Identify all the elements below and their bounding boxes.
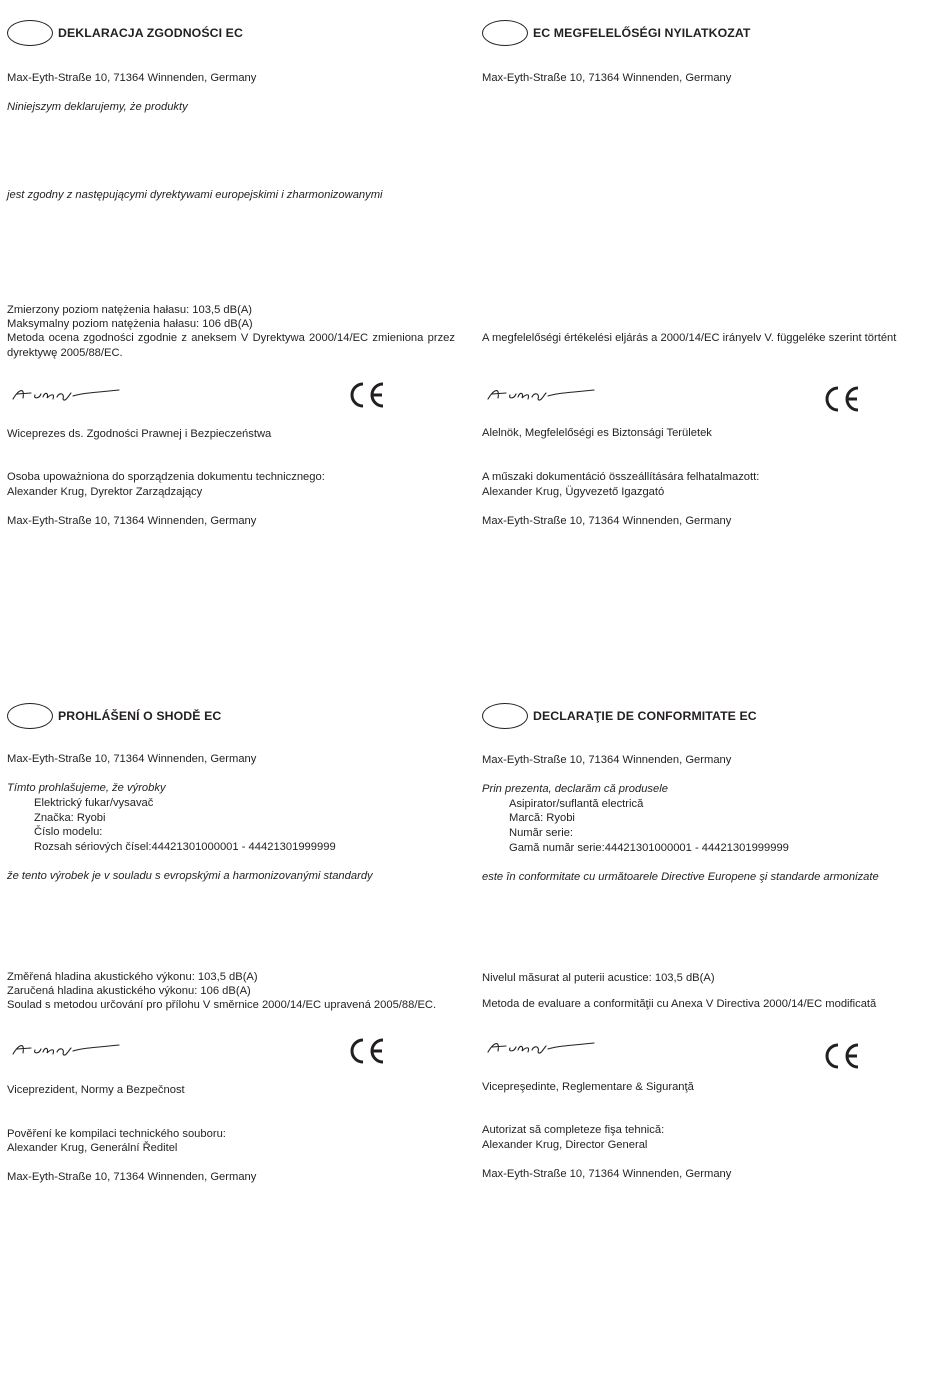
language-oval-icon bbox=[7, 20, 53, 46]
ce-mark-icon bbox=[822, 1041, 862, 1071]
declaration-panel-cz bbox=[7, 701, 462, 1261]
panel-header bbox=[7, 701, 221, 731]
signatory-role: Vicepreşedinte, Reglementare & Siguranţă bbox=[482, 1081, 694, 1093]
model-line: Číslo modelu: bbox=[34, 826, 103, 838]
declaration-panel-pl bbox=[7, 18, 462, 578]
panel-header bbox=[482, 18, 751, 48]
declaration-panel-hu bbox=[482, 18, 937, 578]
authorized-person: Alexander Krug, Dyrektor Zarządzający bbox=[7, 486, 203, 498]
signatory-role: Wiceprezes ds. Zgodności Prawnej i Bezpieczeństwa bbox=[7, 428, 272, 440]
authorized-person: Alexander Krug, Director General bbox=[482, 1139, 648, 1151]
panel-title: EC MEGFELELŐSÉGI NYILATKOZAT bbox=[533, 25, 751, 40]
authorized-person: Alexander Krug, Generální Ředitel bbox=[7, 1142, 178, 1154]
panel-title: DECLARAŢIE DE CONFORMITATE EC bbox=[533, 708, 757, 723]
ce-mark-icon bbox=[347, 380, 387, 410]
guaranteed-level: Maksymalny poziom natężenia hałasu: 106 dB(A) bbox=[7, 318, 253, 330]
signature-icon bbox=[484, 1038, 596, 1058]
conformity-line: že tento výrobek je v souladu s evropskými a harmonizovanými standardy bbox=[7, 870, 373, 882]
signature-icon bbox=[9, 385, 121, 405]
serial-range: Gamă număr serie:44421301000001 - 44421301999999 bbox=[509, 842, 789, 854]
address-line-2: Max-Eyth-Straße 10, 71364 Winnenden, Germany bbox=[7, 515, 257, 527]
signature-icon bbox=[9, 1040, 121, 1060]
authorized-person-label: A műszaki dokumentáció összeállítására felhatalmazott: bbox=[482, 471, 760, 483]
language-oval-icon bbox=[7, 703, 53, 729]
panel-title: PROHLÁŠENÍ O SHODĚ EC bbox=[58, 708, 222, 723]
address-line-2: Max-Eyth-Straße 10, 71364 Winnenden, Germany bbox=[7, 1171, 257, 1183]
panel-title: DEKLARACJA ZGODNOŚCI EC bbox=[58, 25, 243, 40]
ce-mark-icon bbox=[822, 384, 862, 414]
declaration-panel-ro bbox=[482, 701, 937, 1261]
measured-level: Nivelul măsurat al puterii acustice: 103,5 dB(A) bbox=[482, 972, 715, 984]
serial-range: Rozsah sériových čísel:44421301000001 - 44421301999999 bbox=[34, 841, 336, 853]
product-description: Elektrický fukar/vysavač bbox=[34, 797, 154, 809]
assessment-method: Metoda ocena zgodności zgodnie z aneksem V Dyrektywa 2000/14/EC zmieniona przez dyrektywę 2005/88/EC. bbox=[7, 332, 455, 359]
assessment-method: Metoda de evaluare a conformităţii cu Anexa V Directiva 2000/14/EC modificată bbox=[482, 998, 877, 1010]
brand-line: Značka: Ryobi bbox=[34, 812, 106, 824]
ce-mark-icon bbox=[347, 1036, 387, 1066]
panel-header bbox=[7, 18, 243, 48]
measured-level: Zmierzony poziom natężenia hałasu: 103,5 dB(A) bbox=[7, 304, 253, 316]
signatory-role: Alelnök, Megfelelőségi es Biztonsági Területek bbox=[482, 427, 712, 439]
address-line-2: Max-Eyth-Straße 10, 71364 Winnenden, Germany bbox=[482, 1168, 732, 1180]
signature-icon bbox=[484, 385, 596, 405]
assessment-method: Soulad s metodou určování pro přílohu V směrnice 2000/14/EC upravená 2005/88/EC. bbox=[7, 999, 437, 1011]
intro-line: Niniejszym deklarujemy, że produkty bbox=[7, 101, 188, 113]
language-oval-icon bbox=[482, 20, 528, 46]
authorized-person-label: Pověření ke kompilaci technického souboru: bbox=[7, 1128, 226, 1140]
address-line: Max-Eyth-Straße 10, 71364 Winnenden, Germany bbox=[7, 753, 257, 765]
authorized-person-label: Osoba upoważniona do sporządzenia dokumentu technicznego: bbox=[7, 471, 325, 483]
conformity-line: este în conformitate cu următoarele Directive Europene şi standarde armonizate bbox=[482, 871, 879, 883]
language-oval-icon bbox=[482, 703, 528, 729]
panel-header bbox=[482, 701, 757, 731]
brand-line: Marcă: Ryobi bbox=[509, 812, 575, 824]
authorized-person-label: Autorizat să completeze fişa tehnică: bbox=[482, 1124, 665, 1136]
authorized-person: Alexander Krug, Ügyvezető Igazgató bbox=[482, 486, 665, 498]
assessment-method: A megfelelőségi értékelési eljárás a 2000/14/EC irányelv V. függeléke szerint történt bbox=[482, 332, 897, 344]
address-line: Max-Eyth-Straße 10, 71364 Winnenden, Germany bbox=[7, 72, 257, 84]
address-line: Max-Eyth-Straße 10, 71364 Winnenden, Germany bbox=[482, 72, 732, 84]
conformity-line: jest zgodny z następującymi dyrektywami europejskimi i zharmonizowanymi bbox=[7, 189, 383, 201]
model-line: Număr serie: bbox=[509, 827, 574, 839]
signatory-role: Viceprezident, Normy a Bezpečnost bbox=[7, 1084, 185, 1096]
measured-level: Změřená hladina akustického výkonu: 103,5 dB(A) bbox=[7, 971, 258, 983]
intro-line: Tímto prohlašujeme, že výrobky bbox=[7, 782, 166, 794]
intro-line: Prin prezenta, declarăm că produsele bbox=[482, 783, 668, 795]
product-description: Asipirator/suflantă electrică bbox=[509, 798, 644, 810]
address-line-2: Max-Eyth-Straße 10, 71364 Winnenden, Germany bbox=[482, 515, 732, 527]
address-line: Max-Eyth-Straße 10, 71364 Winnenden, Germany bbox=[482, 754, 732, 766]
guaranteed-level: Zaručená hladina akustického výkonu: 106 dB(A) bbox=[7, 985, 251, 997]
